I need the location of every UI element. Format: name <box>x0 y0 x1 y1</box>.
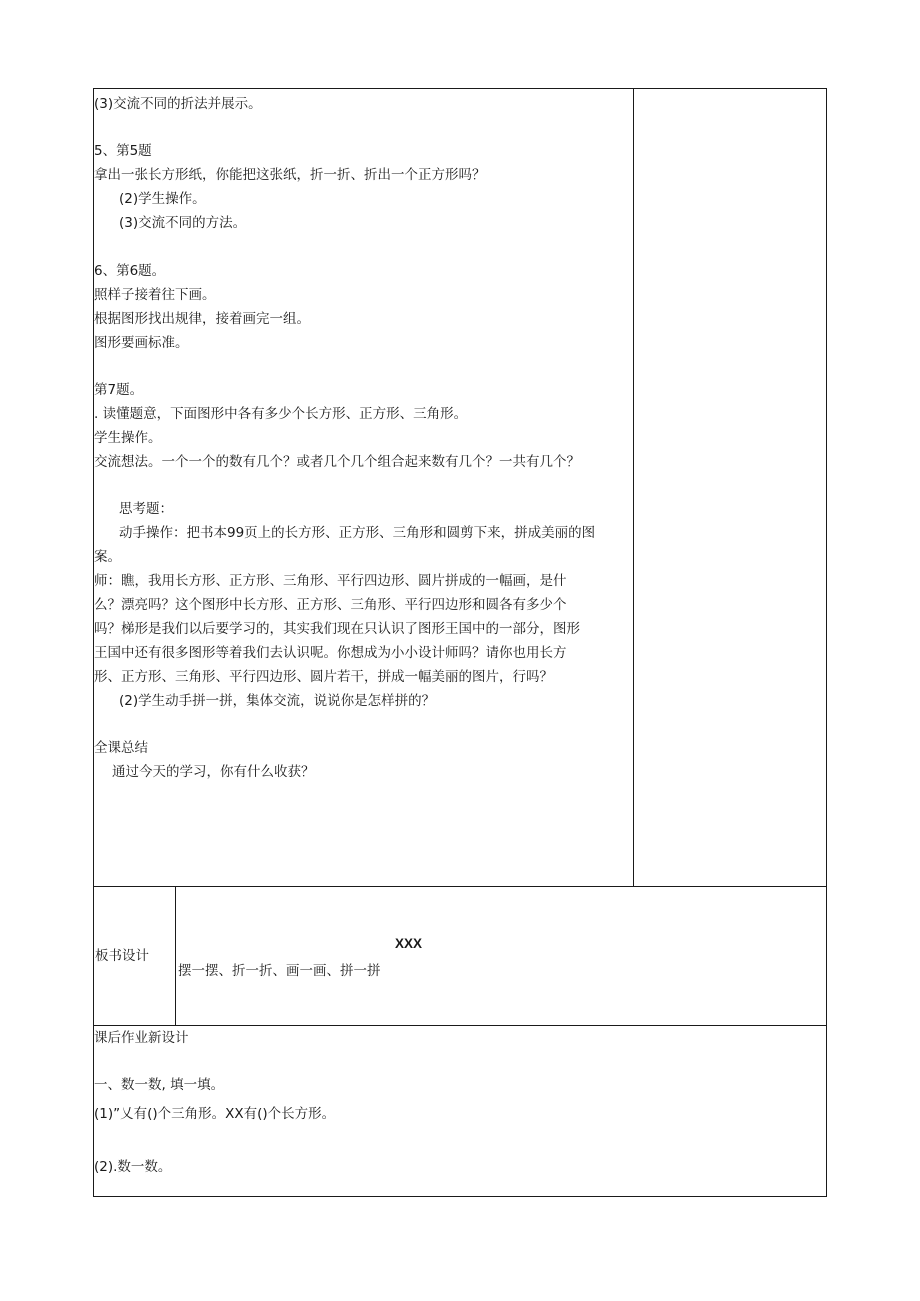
question-6-line-3: 图形要画标准。 <box>94 335 189 351</box>
question-5-text: 拿出一张长方形纸，你能把这张纸，折一折、折出一个正方形吗？ <box>94 167 486 183</box>
question-6-title: 6、第6题。 <box>94 263 166 279</box>
summary-text: 通过今天的学习，你有什么收获？ <box>112 764 315 780</box>
think-step-2: (2)学生动手拼一拼，集体交流，说说你是怎样拼的？ <box>119 693 436 709</box>
homework-question-2-item: (2).数一数。 <box>94 1159 172 1175</box>
board-design-title: XXX <box>395 936 423 951</box>
teacher-line-1: 师：瞧，我用长方形、正方形、三角形、平行四边形、圆片拼成的一幅画，是什 <box>94 573 567 589</box>
question-7-line-1: . 读懂题意，下面图形中各有多少个长方形、正方形、三角形。 <box>94 406 468 422</box>
homework-label: 课后作业新设计 <box>94 1030 189 1046</box>
board-label-divider <box>175 886 176 1025</box>
teacher-line-5: 形、正方形、三角形、平行四边形、圆片若干，拼成一幅美丽的图片，行吗？ <box>94 669 553 685</box>
teacher-line-3: 吗？梯形是我们以后要学习的，其实我们现在只认识了图形王国中的一部分，图形 <box>94 621 580 637</box>
lesson-step-share-folding: (3)交流不同的折法并展示。 <box>94 96 262 112</box>
think-line-2: 案。 <box>94 549 121 565</box>
question-6-line-2: 根据图形找出规律，接着画完一组。 <box>94 311 310 327</box>
row-divider-board <box>93 886 827 887</box>
think-line-1: 动手操作：把书本99页上的长方形、正方形、三角形和圆剪下来，拼成美丽的图 <box>119 525 596 541</box>
row-divider-homework <box>93 1025 827 1026</box>
homework-question-1-title: 一、数一数, 填一填。 <box>94 1077 225 1093</box>
teacher-line-2: 么？漂亮吗？这个图形中长方形、正方形、三角形、平行四边形和圆各有多少个 <box>94 597 567 613</box>
question-5-title: 5、第5题 <box>94 143 152 159</box>
board-design-label: 板书设计 <box>95 948 149 964</box>
question-7-line-3: 交流想法。一个一个的数有几个？或者几个几个组合起来数有几个？一共有几个？ <box>94 454 580 470</box>
teacher-line-4: 王国中还有很多图形等着我们去认识呢。你想成为小小设计师吗？请你也用长方 <box>94 645 567 661</box>
question-7-title: 第7题。 <box>94 382 144 398</box>
question-7-line-2: 学生操作。 <box>94 430 162 446</box>
lesson-column-divider <box>633 88 634 886</box>
table-border-top <box>93 88 827 89</box>
question-6-line-1: 照样子接着往下画。 <box>94 287 216 303</box>
board-design-content: 摆一摆、折一折、画一画、拼一拼 <box>178 963 381 979</box>
table-border-right <box>826 88 827 1197</box>
table-border-bottom <box>93 1196 827 1197</box>
question-5-step-3: (3)交流不同的方法。 <box>119 215 247 231</box>
think-title: 思考题： <box>119 501 173 517</box>
question-5-step-2: (2)学生操作。 <box>119 191 206 207</box>
summary-title: 全课总结 <box>94 740 148 756</box>
homework-question-1-item: (1)”乂有()个三角形。XX有()个长方形。 <box>94 1106 336 1122</box>
